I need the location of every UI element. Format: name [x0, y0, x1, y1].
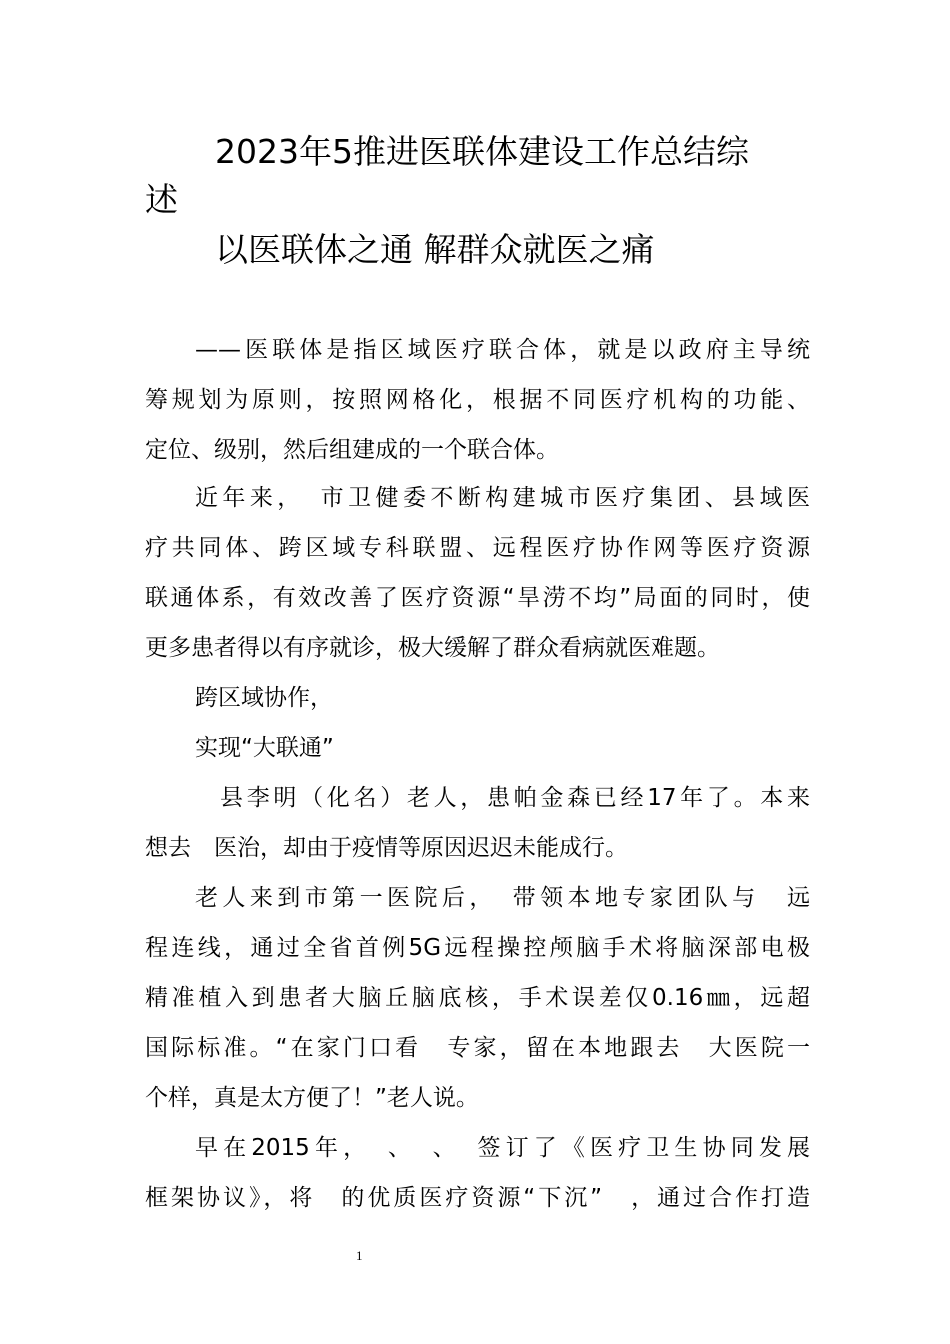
text-line: 县李明（化名）老人，患帕金森已经17年了。本来	[220, 785, 810, 811]
title-line-3: 以医联体之通 解群众就医之痛	[215, 230, 655, 269]
text-line: 老人来到市第一医院后， 带领本地专家团队与 远	[195, 885, 810, 911]
text-line: 定位、级别，然后组建成的一个联合体。	[145, 437, 559, 463]
text-line: 近年来， 市卫健委不断构建城市医疗集团、县域医	[195, 485, 810, 511]
text-line: ——医联体是指区域医疗联合体，就是以政府主导统	[195, 337, 810, 363]
title-line-2: 述	[145, 180, 178, 219]
text-line: 更多患者得以有序就诊，极大缓解了群众看病就医难题。	[145, 635, 720, 661]
text-line: 程连线，通过全省首例5G远程操控颅脑手术将脑深部电极	[145, 935, 810, 961]
text-line: 个样，真是太方便了！”老人说。	[145, 1085, 479, 1111]
section-heading-line: 实现“大联通”	[195, 735, 334, 761]
page-number: 1	[356, 1248, 363, 1263]
text-line: 国际标准。“在家门口看 专家，留在本地跟去 大医院一	[145, 1035, 810, 1061]
text-line: 框架协议》，将 的优质医疗资源“下沉” ，通过合作打造	[145, 1185, 810, 1211]
title-line-1: 2023年5推进医联体建设工作总结综	[215, 132, 749, 171]
text-line: 疗共同体、跨区域专科联盟、远程医疗协作网等医疗资源	[145, 535, 810, 561]
text-line: 想去 医治，却由于疫情等原因迟迟未能成行。	[145, 835, 628, 861]
text-line: 精准植入到患者大脑丘脑底核，手术误差仅0.16㎜，远超	[145, 985, 810, 1011]
text-line: 联通体系，有效改善了医疗资源“旱涝不均”局面的同时，使	[145, 585, 810, 611]
section-heading-line: 跨区域协作，	[195, 685, 333, 711]
text-line: 早在2015年， 、 、 签订了《医疗卫生协同发展	[195, 1135, 810, 1161]
text-line: 筹规划为原则，按照网格化，根据不同医疗机构的功能、	[145, 387, 810, 413]
